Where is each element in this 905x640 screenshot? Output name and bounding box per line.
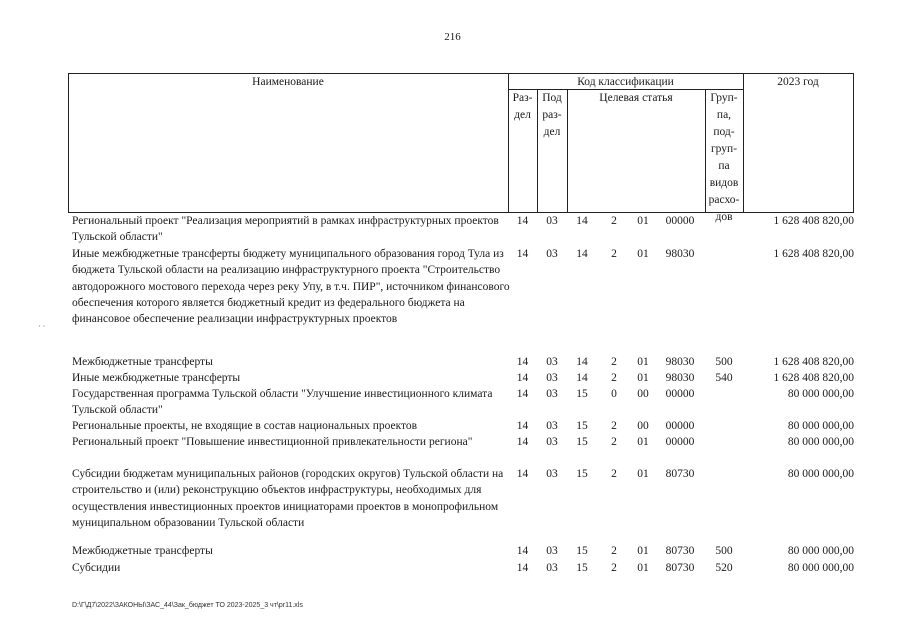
row-code-t1: 15 [576,420,588,432]
row-code-t1: 15 [576,468,588,480]
row-code-t3: 00 [637,388,649,400]
row-code-sub: 03 [546,420,558,432]
row-code-t4: 80730 [665,545,695,557]
row-code-t1: 14 [576,248,588,260]
row-code-t3: 01 [637,248,649,260]
row-code-t3: 00 [637,420,649,432]
row-code-sec: 14 [516,356,529,368]
row-code-sec: 14 [516,388,529,400]
header-section: Раз- дел [512,92,533,121]
row-code-sec: 14 [516,248,529,260]
row-name: Субсидии бюджетам муниципальных районов (городских округов) Тульской области на строительство и (или) реконструкцию объектов инфраструктуры, необходимых для осуществления инвестиционных проектов инициаторами проектов в монопрофильном муниципальном образовании Тульской области [72,468,504,529]
row-code-t4: 00000 [665,420,695,432]
row-code-t2: 2 [611,372,617,384]
row-code-t2: 2 [611,436,617,448]
header-col-divider [567,89,568,213]
row-code-t2: 2 [611,562,617,574]
row-code-t2: 2 [611,468,617,480]
row-name: Иные межбюджетные трансферты [72,372,241,384]
row-code-sec: 14 [516,562,529,574]
row-code-t2: 0 [611,388,617,400]
row-code-t2: 2 [611,215,617,227]
row-amount: 80 000 000,00 [787,420,854,432]
row-amount: 80 000 000,00 [787,468,854,480]
row-code-t1: 15 [576,436,588,448]
row-name: Государственная программа Тульской области "Улучшение инвестиционного климата Тульской области" [72,388,493,417]
row-code-t3: 01 [637,436,649,448]
row-code-t4: 00000 [665,388,695,400]
row-code-t3: 01 [637,356,649,368]
row-code-t1: 15 [576,545,588,557]
row-code-t2: 2 [611,248,617,260]
page-number: 216 [444,31,461,43]
row-name: Межбюджетные трансферты [72,356,213,368]
file-path-footer: D:\Г\Д7\2022\ЗАКОНЫ\ЗАС_44\Зак_бюджет ТО 2023-2025_3 чт\pr11.xls [72,602,303,609]
row-code-t4: 98030 [665,356,695,368]
row-code-t1: 14 [576,215,588,227]
row-code-t2: 2 [611,420,617,432]
header-target: Целевая статья [599,92,673,104]
row-code-sec: 14 [516,436,529,448]
row-code-t3: 01 [637,215,649,227]
row-code-t3: 01 [637,545,649,557]
row-amount: 1 628 408 820,00 [773,248,854,260]
row-code-sub: 03 [546,468,558,480]
row-code-t4: 80730 [665,562,695,574]
row-code-grp: 520 [715,562,733,574]
row-code-t1: 15 [576,562,588,574]
row-code-sec: 14 [516,468,529,480]
row-code-t3: 01 [637,562,649,574]
row-code-grp: 500 [715,356,733,368]
row-code-grp: 540 [715,372,733,384]
row-code-sub: 03 [546,215,558,227]
row-code-sub: 03 [546,388,558,400]
row-code-t4: 00000 [665,215,695,227]
header-col-divider [743,73,744,213]
row-code-sub: 03 [546,372,558,384]
header-subsection: Под раз- дел [542,92,562,138]
row-code-t1: 14 [576,356,588,368]
row-amount: 1 628 408 820,00 [773,356,854,368]
row-amount: 80 000 000,00 [787,436,854,448]
header-left-border [68,73,69,213]
header-right-border [853,73,854,213]
row-amount: 80 000 000,00 [787,562,854,574]
row-code-sub: 03 [546,356,558,368]
row-code-sec: 14 [516,372,529,384]
row-code-t4: 98030 [665,372,695,384]
row-code-t2: 2 [611,356,617,368]
row-code-sub: 03 [546,436,558,448]
row-code-sub: 03 [546,248,558,260]
row-name: Межбюджетные трансферты [72,545,213,557]
row-code-t3: 01 [637,468,649,480]
row-amount: 80 000 000,00 [787,388,854,400]
row-code-t1: 14 [576,372,588,384]
row-name: Региональный проект "Реализация мероприятий в рамках инфраструктурных проектов Тульской области" [72,215,499,244]
row-code-t4: 98030 [665,248,695,260]
row-code-sub: 03 [546,545,558,557]
row-code-grp: 500 [715,545,733,557]
header-year: 2023 год [777,76,819,88]
row-name: Иные межбюджетные трансферты бюджету муниципального образования город Тула из бюджета Тульской области на реализацию инфраструктурного проекта "Строительство автодорожного мостового перехода через реку Упу, в т.ч. ПИР", источником финансового обеспечения которого является бюджетный кредит из федерального бюджета на финансовое обеспечение реализации инфраструктурных проектов [72,248,510,326]
row-code-t3: 01 [637,372,649,384]
row-code-sec: 14 [516,545,529,557]
row-code-sec: 14 [516,215,529,227]
row-code-t4: 80730 [665,468,695,480]
scan-artifact: · · [38,322,46,331]
row-code-t1: 15 [576,388,588,400]
row-code-sub: 03 [546,562,558,574]
row-code-t4: 00000 [665,436,695,448]
row-code-t2: 2 [611,545,617,557]
row-code-sec: 14 [516,420,529,432]
header-classification: Код классификации [577,76,674,88]
header-name: Наименование [252,76,324,88]
row-amount: 80 000 000,00 [787,545,854,557]
row-amount: 1 628 408 820,00 [773,372,854,384]
row-name: Субсидии [72,562,121,574]
row-amount: 1 628 408 820,00 [773,215,854,227]
row-name: Региональный проект "Повышение инвестиционной привлекательности региона" [72,436,473,448]
header-group: Груп- па, под- груп- па видов расхо- дов [708,92,740,223]
row-name: Региональные проекты, не входящие в состав национальных проектов [72,420,418,432]
